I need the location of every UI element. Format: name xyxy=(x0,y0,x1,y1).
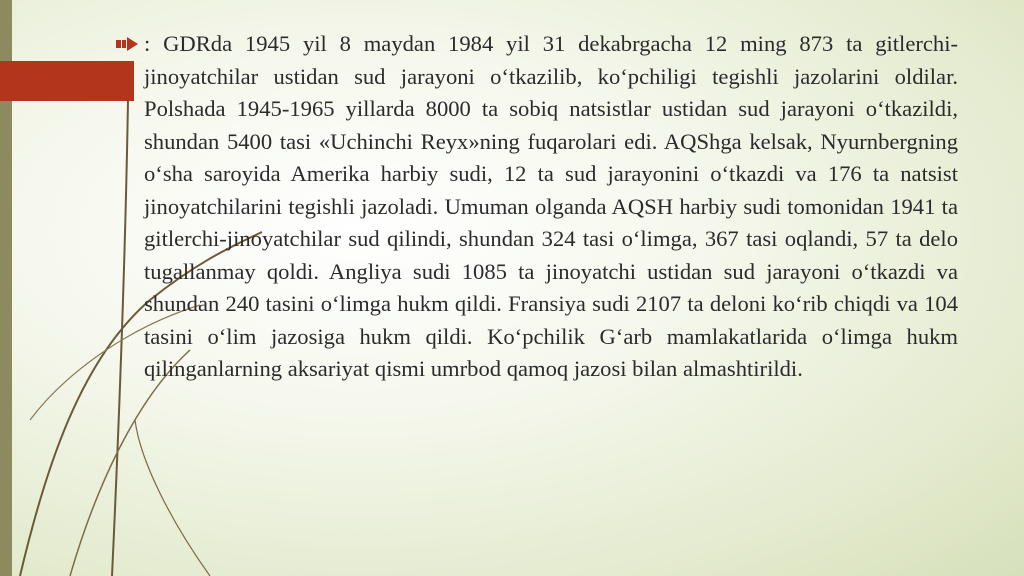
slide-content xyxy=(116,28,958,386)
red-accent-tab xyxy=(0,61,134,101)
body-paragraph: : GDRda 1945 yil 8 maydan 1984 yil 31 dekabrgacha 12 ming 873 ta gitlerchi-jinoyatchilar ustidan sud jarayoni o‘tkazilib, ko‘pchiligi tegishli jazolarini oldilar. Polshada 1945-1965 yillarda 8000 ta sobiq natsistlar ustidan sud jarayoni o‘tkazildi, shundan 5400 tasi «Uchinchi Reyx»ning fuqarolari edi. AQShga kelsak, Nyurnbergning o‘sha saroyida Amerika harbiy sudi, 12 ta sud jarayonini o‘tkazdi va 176 ta natsist jinoyatchilarini tegishli jazoladi. Umuman olganda AQSH harbiy sudi tomonidan 1941 ta gitlerchi-jinoyatchilar sud qilindi, shundan 324 tasi o‘limga, 367 tasi oqlandi, 57 ta delo tugallanmay qoldi. Angliya sudi 1085 ta jinoyatchi ustidan sud jarayoni o‘tkazdi va shundan 240 tasini o‘limga hukm qildi. Fransiya sudi 2107 ta deloni ko‘rib chiqdi va 104 tasini o‘lim jazosiga hukm qildi. Ko‘pchilik G‘arb mamlakatlarida o‘limga hukm qilinganlarning aksariyat qismi umrbod qamoq jazosi bilan almashtirildi. xyxy=(144,31,958,381)
arrow-bullet-icon xyxy=(116,37,138,51)
